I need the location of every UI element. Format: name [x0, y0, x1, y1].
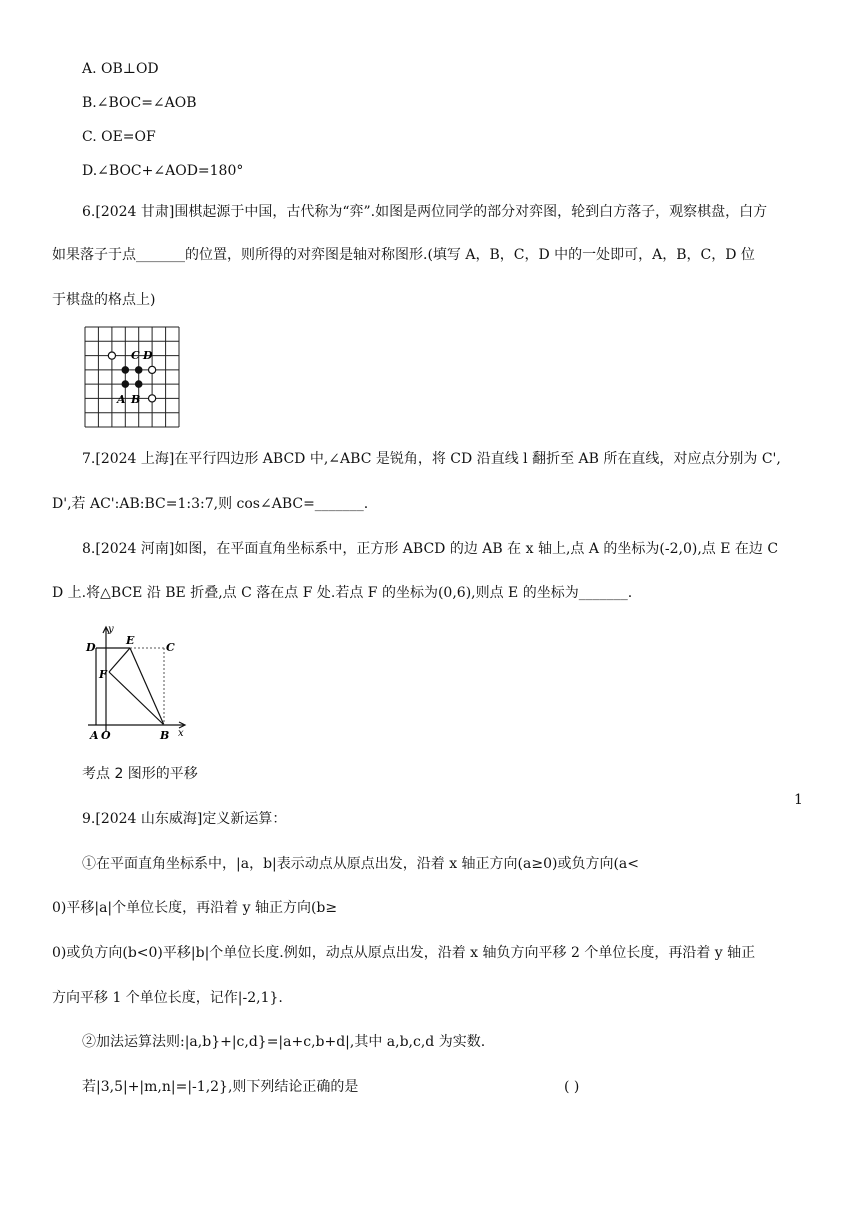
- q8-line-2: D 上.将△BCE 沿 BE 折叠,点 C 落在点 F 处.若点 F 的坐标为(0,6),则点 E 的坐标为_______.: [52, 585, 633, 601]
- page-number: 1: [794, 792, 803, 808]
- label-y: y: [108, 624, 114, 635]
- segment-fb: [109, 672, 164, 725]
- go-board-figure: [84, 326, 180, 430]
- label-x: x: [178, 728, 184, 739]
- white-stone: [149, 395, 156, 402]
- label-o: O: [101, 729, 111, 742]
- label-d: D: [86, 641, 96, 654]
- option-a: A. OB⊥OD: [82, 61, 159, 77]
- white-stone: [149, 366, 156, 373]
- segment-ef: [109, 648, 130, 672]
- q9-line-3: 0)平移|a|个单位长度，再沿着 y 轴正方向(b≥: [52, 900, 338, 916]
- q9-line-7: 若|3,5|+|m,n|=|-1,2},则下列结论正确的是: [82, 1079, 359, 1095]
- label-f: F: [99, 668, 107, 681]
- q9-line-4: 0)或负方向(b<0)平移|b|个单位长度.例如，动点从原点出发，沿着 x 轴负方向平移 2 个单位长度，再沿着 y 轴正: [52, 945, 756, 961]
- white-stone: [108, 352, 115, 359]
- label-e: E: [126, 634, 135, 647]
- q9-line-5: 方向平移 1 个单位长度，记作|-2,1}.: [52, 990, 283, 1006]
- q8-line-1: 8.[2024 河南]如图，在平面直角坐标系中，正方形 ABCD 的边 AB 在 x 轴上,点 A 的坐标为(-2,0),点 E 在边 C: [82, 541, 779, 557]
- section-heading: 考点 2 图形的平移: [82, 766, 198, 782]
- answer-paren: ( ): [564, 1079, 580, 1095]
- option-d: D.∠BOC+∠AOD=180°: [82, 163, 244, 179]
- label-b: B: [160, 729, 170, 742]
- label-a: A: [90, 729, 99, 742]
- black-stone: [122, 366, 130, 374]
- q9-line-1: 9.[2024 山东威海]定义新运算：: [82, 811, 287, 827]
- q9-line-2: ①在平面直角坐标系中，|a，b|表示动点从原点出发，沿着 x 轴正方向(a≥0)或负方向(a<: [82, 856, 639, 872]
- q6-line-3: 于棋盘的格点上): [52, 292, 156, 308]
- q6-line-1: 6.[2024 甘肃]围棋起源于中国，古代称为“弈”.如图是两位同学的部分对弈图，轮到白方落子，观察棋盘，白方: [82, 204, 768, 220]
- point-label-a: A: [117, 393, 126, 406]
- option-b: B.∠BOC=∠AOB: [82, 95, 197, 111]
- segment-eb: [130, 648, 164, 725]
- black-stone: [135, 380, 143, 388]
- q6-line-2: 如果落子于点_______的位置，则所得的对弈图是轴对称图形.(填写 A，B，C，D 中的一处即可，A，B，C，D 位: [52, 247, 755, 263]
- q7-line-1: 7.[2024 上海]在平行四边形 ABCD 中,∠ABC 是锐角，将 CD 沿直线 l 翻折至 AB 所在直线，对应点分别为 C',: [82, 451, 781, 467]
- q7-line-2: D',若 AC':AB:BC=1:3:7,则 cos∠ABC=_______.: [52, 496, 369, 512]
- point-label-c: C: [131, 349, 140, 362]
- label-c: C: [166, 641, 175, 654]
- square-coordinate-figure: [84, 620, 194, 744]
- black-stone: [122, 380, 130, 388]
- black-stone: [135, 366, 143, 374]
- option-c: C. OE=OF: [82, 129, 156, 145]
- point-label-b: B: [131, 393, 141, 406]
- q9-line-6: ②加法运算法则:|a,b}+|c,d}=|a+c,b+d|,其中 a,b,c,d 为实数.: [82, 1034, 486, 1050]
- point-label-d: D: [143, 349, 153, 362]
- go-board-grid: [85, 327, 179, 427]
